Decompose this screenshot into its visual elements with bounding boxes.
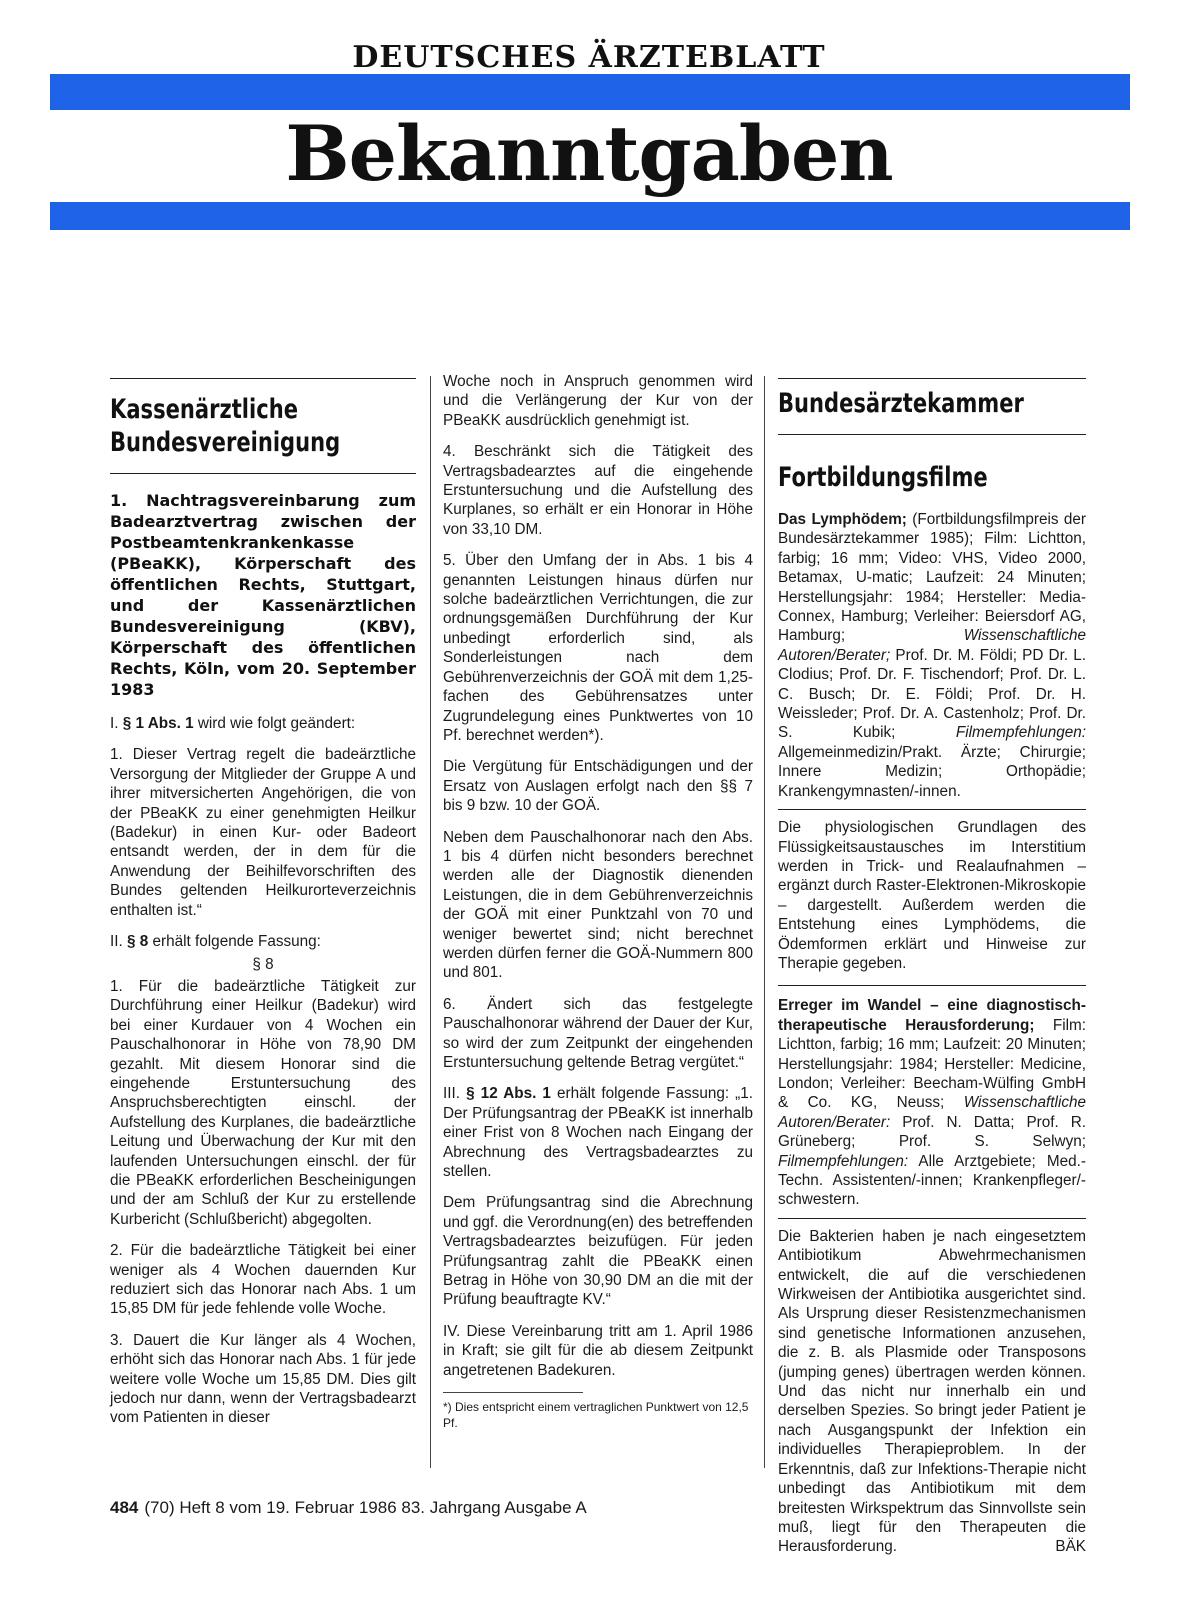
paragraph-ref: § 1 Abs. 1 — [122, 715, 194, 732]
heading-line: Fortbildungsfilme — [778, 462, 988, 493]
issue-info: (70) Heft 8 vom 19. Februar 1986 83. Jahrgang Ausgabe A — [144, 1498, 587, 1517]
rule — [110, 473, 416, 474]
film-authors: Prof. N. Datta; Prof. R. Grüneberg; Prof. S. Selwyn; — [778, 1113, 1087, 1151]
film-title: Erreger im Wandel – eine diagnostisch-therapeutische Herausforderung; — [778, 997, 1086, 1034]
agreement-title: 1. Nachtragsvereinbarung zum Badearztvertrag zwischen der Postbeamtenkrankenkasse (PBeaKK), Körperschaft des öffentlichen Rechts, Stuttgart, und der Kassenärztlichen Bundesvereinigung (KBV), Körperschaft des öffentlichen Rechts, Köln, vom 20. September 1983 — [110, 491, 416, 699]
paragraph: Die Vergütung für Entschädigungen und der Ersatz von Auslagen erfolgt nach den §§ 7 bis 9 bzw. 10 der GOÄ. — [443, 758, 753, 815]
heading-baek — [778, 379, 1086, 420]
film-title: Das Lymphödem; — [778, 511, 907, 528]
paragraph-text: wird wie folgt geändert: — [197, 715, 356, 732]
film-authors: Prof. Dr. M. Földi; PD Dr. L. Clodius; Prof. Dr. F. Tischendorf; Prof. Dr. L. C. Busch; Dr. E. Földi; Prof. Dr. H. Weissleder; Prof. Dr. A. Castenholz; Prof. Dr. S. Kubik; — [778, 646, 1086, 742]
film-label: Wissenschaftliche Autoren/Berater: — [778, 1094, 1087, 1131]
blue-band-bottom — [50, 202, 1130, 230]
paragraph: 2. Für die badeärztliche Tätigkeit bei einer weniger als 4 Wochen dauernden Kur reduziert sich das Honorar nach Abs. 1 um 15,85 DM für jede fehlende volle Woche. — [110, 1242, 416, 1318]
paragraph: 3. Dauert die Kur länger als 4 Wochen, erhöht sich das Honorar nach Abs. 1 für jede weitere volle Woche um 15,85 DM. Dies gilt jedoch nur dann, wenn der Vertragsbadearzt vom Patienten in dieser — [110, 1331, 416, 1427]
heading-line: Kassenärztliche — [110, 394, 299, 425]
footnote — [443, 1392, 749, 1431]
rule — [778, 985, 1086, 986]
paragraph-text: erhält folgende Fassung: „1. Der Prüfungsantrag der PBeaKK ist innerhalb einer Frist von 8 Wochen nach Eingang der Abrechnung des Vertragsbadearztes zu stellen. — [443, 1085, 754, 1181]
heading-films — [778, 435, 1086, 510]
paragraph: Woche noch in Anspruch genommen wird und die Verlängerung der Kur von der PBeaKK ausdrücklich genehmigt ist. — [443, 373, 753, 429]
paragraph-ref: § 12 Abs. 1 — [466, 1085, 551, 1103]
paragraph: Neben dem Pauschalhonorar nach den Abs. 1 bis 4 dürfen nicht besonders berechnet werden alle der Diagnostik dienenden Leistungen, die in dem Gebührenverzeichnis der GOÄ mit einer Punktzahl von 70 und weniger bewertet sind; nicht berechnet werden dürfen ferner die GOÄ-Nummern 800 und 801. — [443, 828, 753, 982]
paragraph: 1. Für die badeärztliche Tätigkeit zur Durchführung einer Heilkur (Badekur) wird bei einer Kurdauer von 4 Wochen ein Pauschalhonorar in Höhe von 78,90 DM gezahlt. Mit diesem Honorar sind die eingehende Erstuntersuchung des Anspruchsberechtigten einschl. der Aufstellung des Kurplanes, die badeärztliche Leitung und Überwachung der Kur mit den laufenden Untersuchungen einschl. der für die PBeaKK erforderlichen Bescheinigungen und der am Schluß der Kur zu erstellende Kurbericht (Schlußbericht) abgegolten. — [110, 977, 416, 1228]
paragraph: 1. Dieser Vertrag regelt die badeärztliche Versorgung der Mitglieder der Gruppe A und ihrer mitversicherten Angehörigen, die von der PBeaKK zu einer genehmigten Heilkur (Badekur) in einen Kur- oder Badeort entsandt werden, der in dem für die Anwendung der Beihilfevorschriften des Bundes geltenden Heilkurorteverzeichnis enthalten ist.“ — [110, 746, 416, 919]
roman-numeral: II. — [110, 933, 123, 951]
footnote-text: *) Dies entspricht einem vertraglichen Punktwert von 12,5 Pf. — [443, 1400, 749, 1431]
roman-numeral: I. — [110, 715, 119, 732]
film-entry — [778, 510, 1086, 801]
paragraph: Dem Prüfungsantrag sind die Abrechnung und ggf. die Verordnung(en) des betreffenden Vertragsbadearztes beizufügen. Für jeden Prüfungsantrag zahlt die PBeaKK einen Betrag in Höhe von 30,90 DM an die mit der Prüfung beauftragte KV.“ — [443, 1194, 753, 1309]
column-divider — [430, 376, 431, 1468]
film-details: (Fortbildungsfilmpreis der Bundesärztekammer 1985); Film: Lichtton, farbig; 16 mm; Video: VHS, Video 2000, Betamax, U-matic; Laufzeit: 24 Minuten; Herstellungsjahr: 1984; Hersteller: Media-Connex, Hamburg; Verleiher: Beiersdorf AG, Hamburg; — [778, 511, 1087, 645]
film-label: Filmempfehlungen: — [955, 724, 1086, 742]
paragraph-ref: § 8 — [127, 933, 149, 951]
paragraph: IV. Diese Vereinbarung tritt am 1. April 1986 in Kraft; sie gilt für die ab diesem Zeitpunkt angetretenen Badekuren. — [443, 1322, 753, 1379]
rule — [778, 1218, 1086, 1219]
column-middle — [443, 372, 753, 1431]
journal-name: DEUTSCHES ÄRZTEBLATT — [352, 40, 826, 75]
heading-line: Bundesvereinigung — [110, 427, 341, 458]
roman-numeral: III. — [443, 1085, 460, 1103]
paragraph — [443, 1084, 753, 1181]
heading-kbv — [110, 379, 416, 459]
paragraph: 4. Beschränkt sich die Tätigkeit des Vertragsbadearztes auf die eingehende Erstuntersuchung und die Aufstellung des Kurplanes, so erhält er ein Honorar in Höhe von 33,10 DM. — [443, 443, 753, 538]
film-description — [778, 1227, 1086, 1557]
paragraph — [110, 714, 416, 733]
film-audience: Alle Arztgebiete; Med.-Techn. Assistenten/-innen; Krankenpfleger/-schwestern. — [778, 1152, 1086, 1209]
paragraph: 5. Über den Umfang der in Abs. 1 bis 4 genannten Leistungen hinaus dürfen nur solche badeärztlichen Verrichtungen, die zur ordnungsgemäßen Durchführung der Kur unbedingt erforderlich sind, als Sonderleistungen nach dem Gebührenverzeichnis der GOÄ mit dem 1,25-fachen des Gebührensatzes unter Zugrundelegung eines Punktwertes von 10 Pf. berechnet werden*). — [443, 552, 753, 744]
film-entry — [778, 996, 1086, 1209]
film-details: Film: Lichtton, farbig; 16 mm; Laufzeit: 20 Minuten; Herstellungsjahr: 1984; Hersteller: Medicine, London; Verleiher: Beecham-Wülfing GmbH & Co. KG, Neuss; — [778, 1016, 1087, 1112]
film-description-text: Die Bakterien haben je nach eingesetztem Antibiotikum Abwehrmechanismen entwickelt, die auf die verschiedenen Wirkweisen der Antibiotika ausgerichtet sind. Als Ursprung dieser Resistenzmechanismen sind genetische Informationen anzusehen, die z. B. als Plasmide oder Transposons (jumping genes) übertragen werden können. Und das nicht nur innerhalb ein und derselben Spezies. So bringt jeder Patient je nach Ausgangspunkt der Infektion ein individuelles Therapieproblem. In der Erkenntnis, daß zur Infektions-Therapie nicht unbedingt das Antibiotikum mit dem breitesten Wirkspektrum das Sinnvollste sein muß, liegt für den Therapeuten die Herausforderung. — [778, 1227, 1086, 1556]
paragraph-text: erhält folgende Fassung: — [152, 933, 321, 951]
heading-line: Bundesärztekammer — [778, 388, 1024, 419]
column-right — [778, 378, 1086, 1569]
masthead — [0, 40, 1178, 240]
film-audience: Allgemeinmedizin/Prakt. Ärzte; Chirurgie; Innere Medizin; Orthopädie; Krankengymnasten/-innen. — [778, 743, 1086, 800]
film-label: Wissenschaftliche Autoren/Berater; — [778, 627, 1086, 664]
rule — [778, 809, 1086, 810]
section-title: Bekanntgaben — [285, 109, 893, 198]
section-sign: § 8 — [252, 956, 274, 974]
film-description: Die physiologischen Grundlagen des Flüssigkeitsaustausches im Interstitium werden in Trick- und Realaufnahmen – ergänzt durch Raster-Elektronen-Mikroskopie – dargestellt. Außerdem werden die Entstehung eines Lymphödems, die Ödemformen erklärt und Hinweise zur Therapie gegeben. — [778, 819, 1086, 972]
column-left — [110, 378, 416, 1440]
signature: BÄK — [1055, 1538, 1086, 1556]
film-label: Filmempfehlungen: — [778, 1152, 909, 1170]
page-number: 484 — [110, 1498, 139, 1517]
paragraph — [110, 932, 416, 951]
paragraph: 6. Ändert sich das festgelegte Pauschalhonorar während der Dauer der Kur, so wird der zum Zeitpunkt der eingehenden Erstuntersuchung geltende Betrag vergütet.“ — [443, 995, 753, 1071]
column-divider — [764, 376, 765, 1468]
page-footer — [110, 1498, 587, 1518]
